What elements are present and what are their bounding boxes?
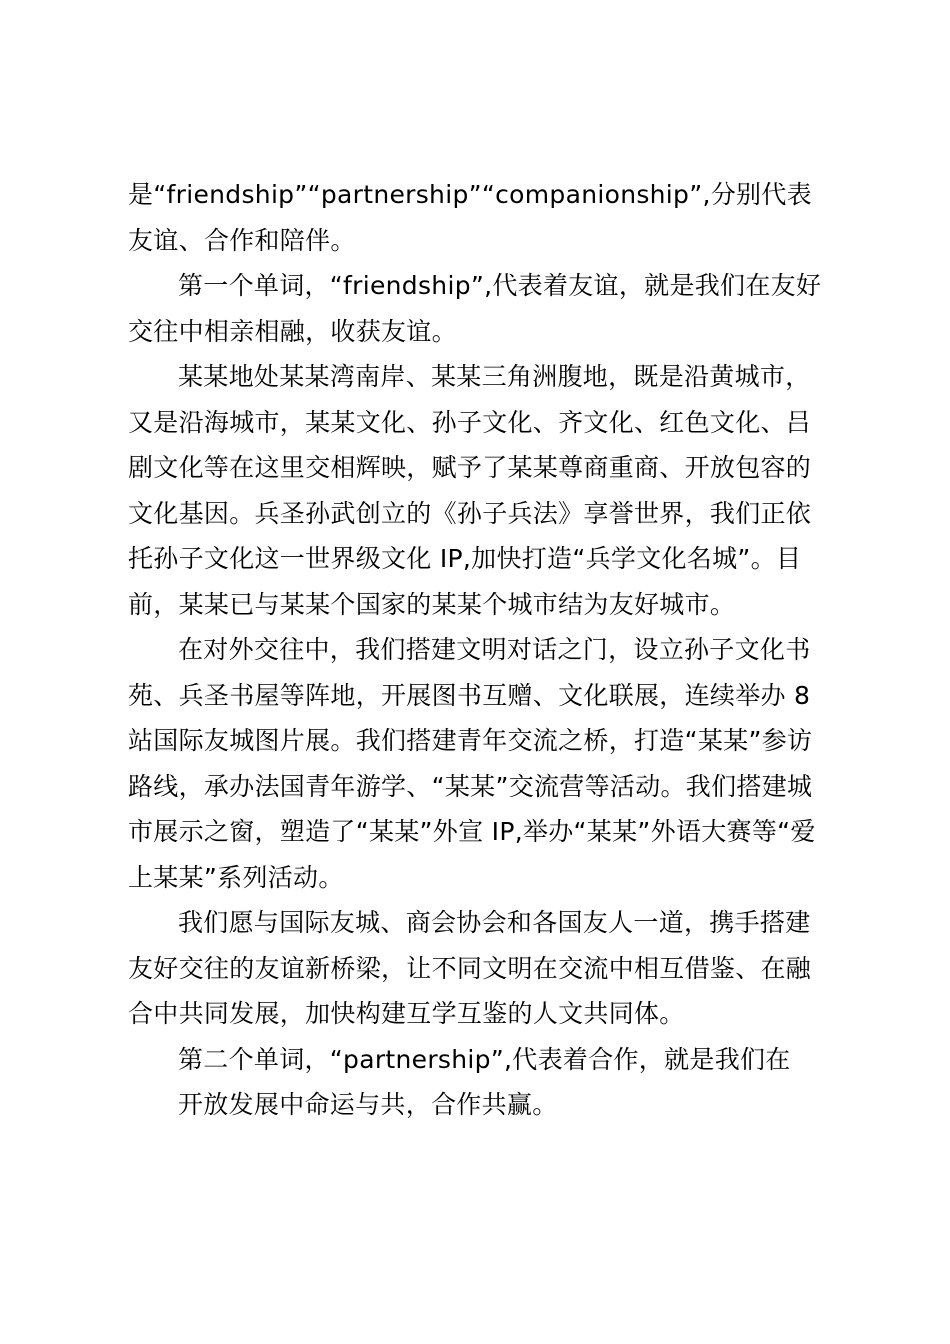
- paragraph-7: [128, 1082, 828, 1128]
- paragraph-5: [128, 900, 828, 1037]
- text-line: 我们愿与国际友城、商会协会和各国友人一道，携手搭建: [178, 908, 811, 937]
- text-line: 某某地处某某湾南岸、某某三角洲腹地，既是沿黄城市，: [178, 362, 811, 391]
- text-line: 交往中相亲相融，收获友谊。: [128, 316, 457, 346]
- text-line: 前，某某已与某某个国家的某某个城市结为友好城市。: [128, 589, 736, 619]
- text-line: 托孙子文化这一世界级文化 IP,加快打造“兵学文化名城”。目: [128, 544, 802, 573]
- paragraph-2: [128, 263, 828, 354]
- text-line: 友谊、合作和陪伴。: [128, 225, 356, 255]
- text-line: 又是沿海城市，某某文化、孙子文化、齐文化、红色文化、吕: [128, 407, 812, 437]
- text-line: 剧文化等在这里交相辉映，赋予了某某尊商重商、开放包容的: [128, 453, 812, 482]
- text-line: 市展示之窗，塑造了“某某”外宣 IP,举办“某某”外语大赛等“爱: [128, 817, 816, 846]
- text-line: 是“friendship”“partnership”“companionship”,分别代表: [128, 180, 812, 209]
- text-line: 第二个单词，“partnership”,代表着合作，就是我们在: [178, 1044, 791, 1074]
- document-body: [128, 172, 828, 1128]
- text-line: 第一个单词，“friendship”,代表着友谊，就是我们在友好: [178, 271, 822, 300]
- text-line: 站国际友城图片展。我们搭建青年交流之桥，打造“某某”参访: [128, 726, 813, 755]
- text-line: 文化基因。兵圣孙武创立的《孙子兵法》享誉世界，我们正依: [128, 498, 812, 528]
- paragraph-4: [128, 627, 828, 900]
- paragraph-3: [128, 354, 828, 627]
- text-line: 路线，承办法国青年游学、“某某”交流营等活动。我们搭建城: [128, 771, 813, 801]
- text-line: 在对外交往中，我们搭建文明对话之门，设立孙子文化书: [178, 635, 811, 664]
- text-line: 上某某”系列活动。: [128, 862, 344, 892]
- text-line: 开放发展中命运与共，合作共赢。: [178, 1090, 558, 1119]
- text-line: 合中共同发展，加快构建互学互鉴的人文共同体。: [128, 999, 685, 1028]
- text-line: 苑、兵圣书屋等阵地，开展图书互赠、文化联展，连续举办 8: [128, 680, 811, 710]
- paragraph-1: [128, 172, 828, 263]
- text-line: 友好交往的友谊新桥梁，让不同文明在交流中相互借鉴、在融: [128, 953, 812, 983]
- paragraph-6: [128, 1037, 828, 1083]
